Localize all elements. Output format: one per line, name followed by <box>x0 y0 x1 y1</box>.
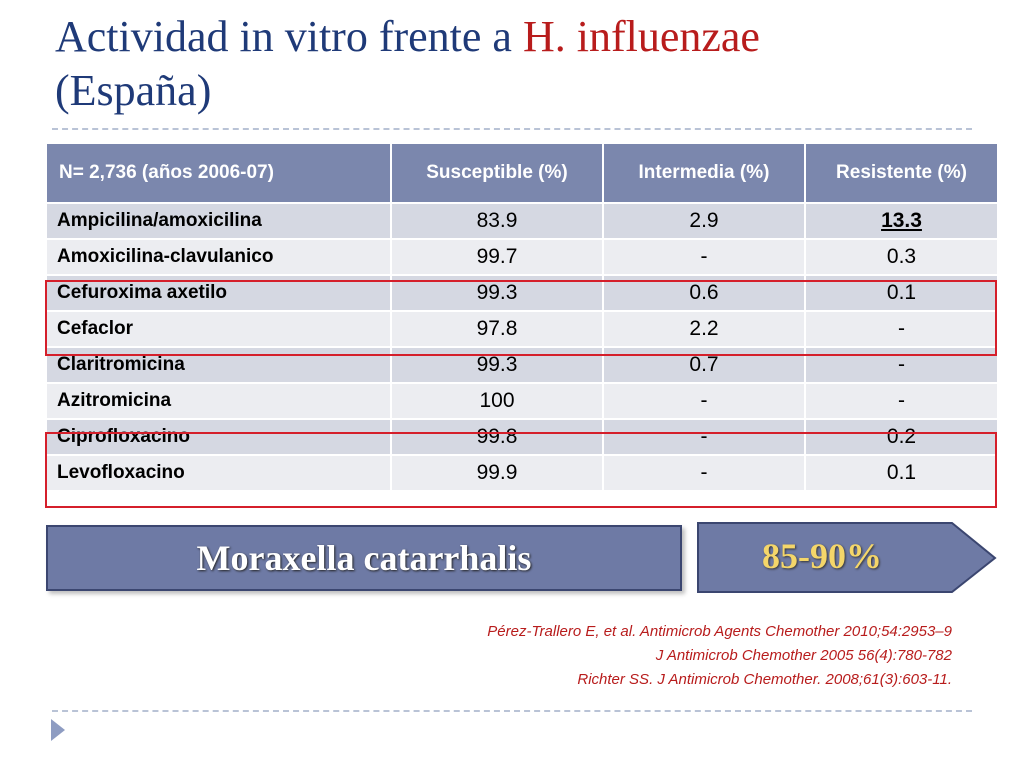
susceptible-value: 100 <box>391 383 603 419</box>
resistente-value: - <box>805 347 998 383</box>
susceptible-value: 99.8 <box>391 419 603 455</box>
moraxella-banner <box>46 525 682 591</box>
intermedia-value: - <box>603 455 805 491</box>
resistente-value <box>805 203 998 239</box>
intermedia-value: 0.6 <box>603 275 805 311</box>
quinolone-highlight-box <box>45 432 997 508</box>
banner-label: Moraxella catarrhalis <box>196 538 532 578</box>
bottom-divider <box>52 710 972 712</box>
table-row <box>46 383 998 419</box>
drug-name: Cefuroxima axetilo <box>46 275 391 311</box>
top-divider <box>52 128 972 130</box>
susceptible-value: 99.7 <box>391 239 603 275</box>
play-arrow-icon <box>50 718 66 742</box>
susceptible-value: 99.3 <box>391 347 603 383</box>
resistente-value: 0.3 <box>805 239 998 275</box>
drug-name: Cefaclor <box>46 311 391 347</box>
title-highlight: H. influenzae <box>522 12 760 61</box>
drug-name: Ampicilina/amoxicilina <box>46 203 391 239</box>
table-row <box>46 239 998 275</box>
drug-name: Amoxicilina-clavulanico <box>46 239 391 275</box>
slide-title <box>55 10 995 118</box>
susceptible-value: 99.9 <box>391 455 603 491</box>
reference-2: J Antimicrob Chemother 2005 56(4):780-782 <box>655 647 952 664</box>
drug-name: Claritromicina <box>46 347 391 383</box>
cephalosporin-highlight-box <box>45 280 997 356</box>
reference-1: Pérez-Trallero E, et al. Antimicrob Agents Chemother 2010;54:2953–9 <box>487 623 952 640</box>
table-header-row <box>46 143 998 203</box>
drug-name: Ciprofloxacino <box>46 419 391 455</box>
intermedia-value: 2.2 <box>603 311 805 347</box>
resistente-value: 0.2 <box>805 419 998 455</box>
resistente-value: - <box>805 383 998 419</box>
reference-3: Richter SS. J Antimicrob Chemother. 2008;61(3):603-11. <box>577 671 952 688</box>
resistente-value: 0.1 <box>805 275 998 311</box>
title-part1: Actividad in vitro frente a <box>55 12 523 61</box>
header-sample: N= 2,736 (años 2006-07) <box>46 143 391 203</box>
header-resistente: Resistente (%) <box>805 143 998 203</box>
intermedia-value: - <box>603 383 805 419</box>
drug-name: Azitromicina <box>46 383 391 419</box>
header-susceptible: Susceptible (%) <box>391 143 603 203</box>
resistente-highlight-value: 13.3 <box>881 209 922 232</box>
percentage-arrow-label: 85-90% <box>762 536 882 576</box>
header-intermedia: Intermedia (%) <box>603 143 805 203</box>
intermedia-value: - <box>603 239 805 275</box>
intermedia-value: 2.9 <box>603 203 805 239</box>
drug-name: Levofloxacino <box>46 455 391 491</box>
intermedia-value: 0.7 <box>603 347 805 383</box>
resistente-value: 0.1 <box>805 455 998 491</box>
title-part2: (España) <box>55 66 212 115</box>
susceptible-value: 83.9 <box>391 203 603 239</box>
references <box>487 620 952 692</box>
susceptible-value: 99.3 <box>391 275 603 311</box>
resistente-value: - <box>805 311 998 347</box>
table-row <box>46 203 998 239</box>
susceptible-value: 97.8 <box>391 311 603 347</box>
intermedia-value: - <box>603 419 805 455</box>
